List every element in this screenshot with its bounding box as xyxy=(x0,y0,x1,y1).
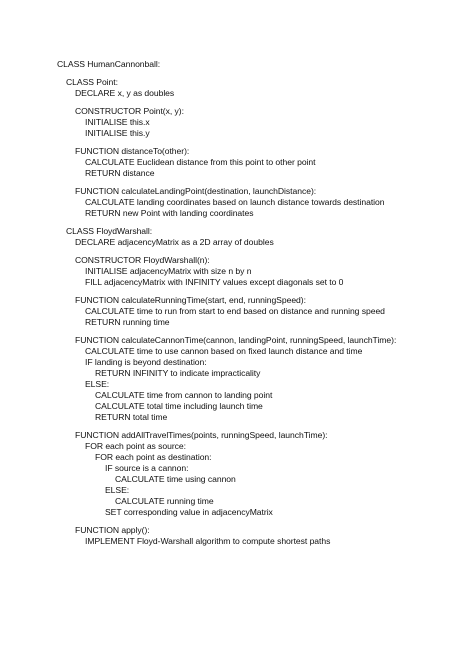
code-line: FOR each point as source: xyxy=(85,441,186,451)
function-addalltraveltimes-line: FUNCTION addAllTravelTimes(points, runningSpeed, launchTime): xyxy=(75,430,328,440)
code-line: CALCULATE time using cannon xyxy=(115,474,236,484)
spacer xyxy=(57,179,457,186)
code-line: FILL adjacencyMatrix with INFINITY values except diagonals set to 0 xyxy=(85,277,344,287)
code-line: IF source is a cannon: xyxy=(105,463,189,473)
code-line: RETURN INFINITY to indicate impracticality xyxy=(95,368,261,378)
code-line: INITIALISE this.y xyxy=(85,128,150,138)
spacer xyxy=(57,328,457,335)
function-calculatelandingpoint-line: FUNCTION calculateLandingPoint(destination, launchDistance): xyxy=(75,186,317,196)
code-line: CALCULATE running time xyxy=(115,496,214,506)
function-calculaterunningtime-line: FUNCTION calculateRunningTime(start, end, runningSpeed): xyxy=(75,295,306,305)
code-line: CALCULATE Euclidean distance from this point to other point xyxy=(85,157,316,167)
code-line: ELSE: xyxy=(85,379,110,389)
class-point-heading: CLASS Point: xyxy=(66,77,118,87)
constructor-floydwarshall-line: CONSTRUCTOR FloydWarshall(n): xyxy=(75,255,210,265)
spacer xyxy=(57,99,457,106)
code-line: RETURN distance xyxy=(85,168,155,178)
code-line: INITIALISE adjacencyMatrix with size n by n xyxy=(85,266,252,276)
code-line: INITIALISE this.x xyxy=(85,117,150,127)
code-line: RETURN new Point with landing coordinates xyxy=(85,208,254,218)
code-line: DECLARE adjacencyMatrix as a 2D array of doubles xyxy=(75,237,274,247)
pseudocode-block xyxy=(57,59,457,547)
code-line: CALCULATE time to use cannon based on fixed launch distance and time xyxy=(85,346,363,356)
code-line: RETURN total time xyxy=(95,412,168,422)
code-line: RETURN running time xyxy=(85,317,170,327)
class-humancannonball-heading: CLASS HumanCannonball: xyxy=(57,59,161,69)
function-distanceto-line: FUNCTION distanceTo(other): xyxy=(75,146,190,156)
code-line: SET corresponding value in adjacencyMatrix xyxy=(105,507,273,517)
code-line: IMPLEMENT Floyd-Warshall algorithm to compute shortest paths xyxy=(85,536,331,546)
spacer xyxy=(57,248,457,255)
spacer xyxy=(57,219,457,226)
code-line: DECLARE x, y as doubles xyxy=(75,88,175,98)
code-line: CALCULATE time to run from start to end based on distance and running speed xyxy=(85,306,385,316)
constructor-point-line: CONSTRUCTOR Point(x, y): xyxy=(75,106,184,116)
code-line: IF landing is beyond destination: xyxy=(85,357,207,367)
code-line: FOR each point as destination: xyxy=(95,452,212,462)
function-apply-line: FUNCTION apply(): xyxy=(75,525,150,535)
code-line: CALCULATE landing coordinates based on launch distance towards destination xyxy=(85,197,385,207)
spacer xyxy=(57,139,457,146)
code-line: ELSE: xyxy=(105,485,130,495)
function-calculatecannontime-line: FUNCTION calculateCannonTime(cannon, landingPoint, runningSpeed, launchTime): xyxy=(75,335,397,345)
spacer xyxy=(57,423,457,430)
code-line: CALCULATE time from cannon to landing point xyxy=(95,390,273,400)
class-floydwarshall-heading: CLASS FloydWarshall: xyxy=(66,226,153,236)
code-line: CALCULATE total time including launch time xyxy=(95,401,263,411)
spacer xyxy=(57,288,457,295)
spacer xyxy=(57,518,457,525)
spacer xyxy=(57,70,457,77)
